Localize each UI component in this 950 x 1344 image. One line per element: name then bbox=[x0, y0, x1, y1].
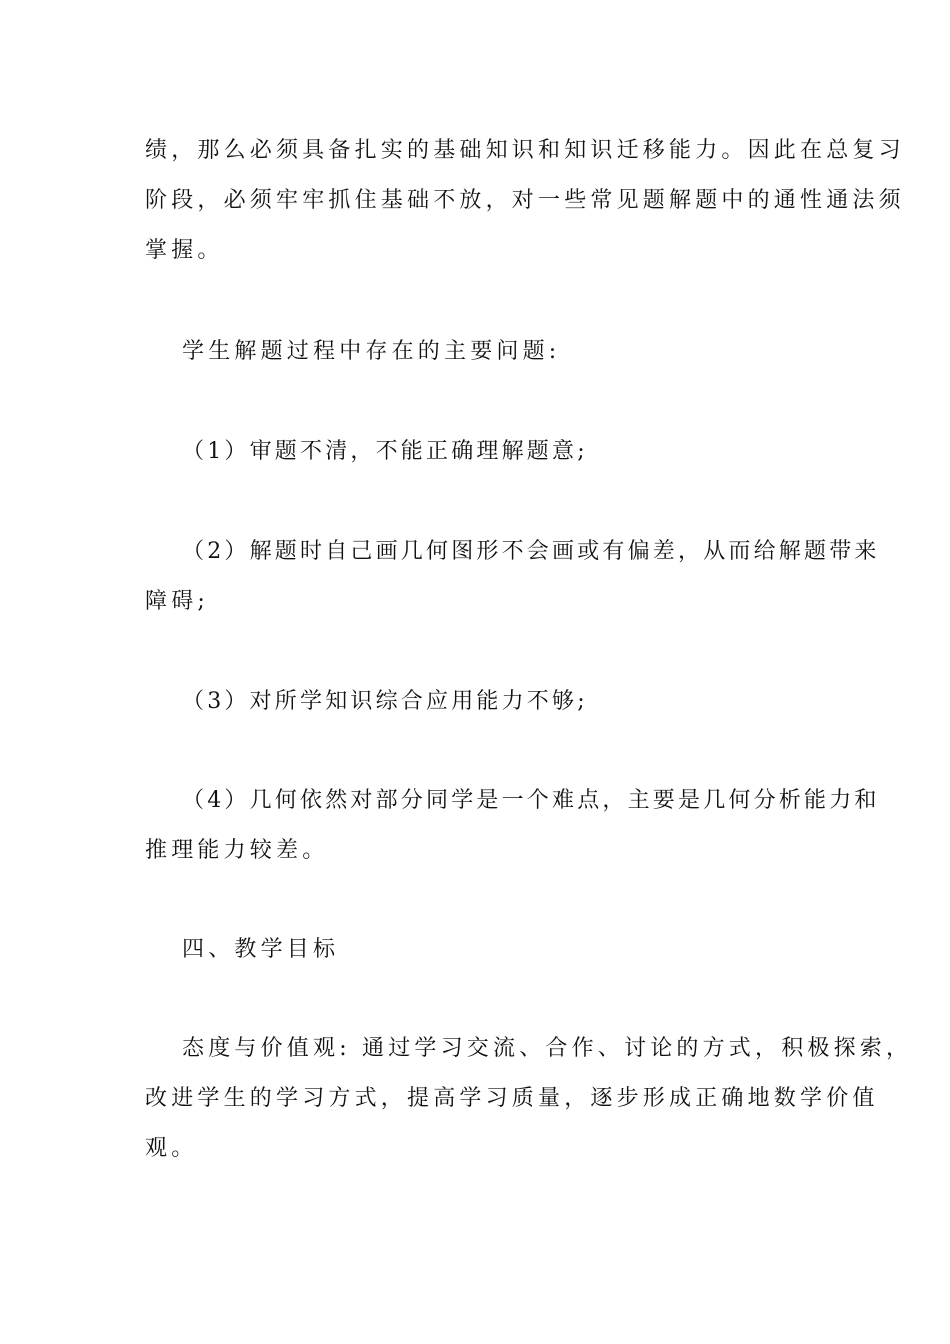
list-item-continuation: 推理能力较差。 bbox=[145, 838, 329, 863]
list-item: （3）对所学知识综合应用能力不够; bbox=[182, 689, 588, 714]
paragraph-line: 掌握。 bbox=[145, 238, 224, 263]
list-item: （1）审题不清，不能正确理解题意; bbox=[182, 439, 588, 464]
paragraph-line: 改进学生的学习方式，提高学习质量，逐步形成正确地数学价值 bbox=[145, 1086, 879, 1111]
section-heading: 四、教学目标 bbox=[182, 937, 340, 962]
paragraph-line: 绩，那么必须具备扎实的基础知识和知识迁移能力。因此在总复习 bbox=[145, 138, 905, 163]
paragraph-line: 观。 bbox=[145, 1136, 198, 1161]
list-item: （2）解题时自己画几何图形不会画或有偏差，从而给解题带来 bbox=[182, 539, 880, 564]
section-heading: 学生解题过程中存在的主要问题: bbox=[182, 339, 561, 364]
paragraph-line: 态度与价值观: 通过学习交流、合作、讨论的方式，积极探索， bbox=[182, 1036, 913, 1061]
list-item: （4）几何依然对部分同学是一个难点，主要是几何分析能力和 bbox=[182, 788, 880, 813]
list-item-continuation: 障碍; bbox=[145, 589, 210, 614]
paragraph-line: 阶段，必须牢牢抓住基础不放，对一些常见题解题中的通性通法须 bbox=[145, 188, 905, 213]
